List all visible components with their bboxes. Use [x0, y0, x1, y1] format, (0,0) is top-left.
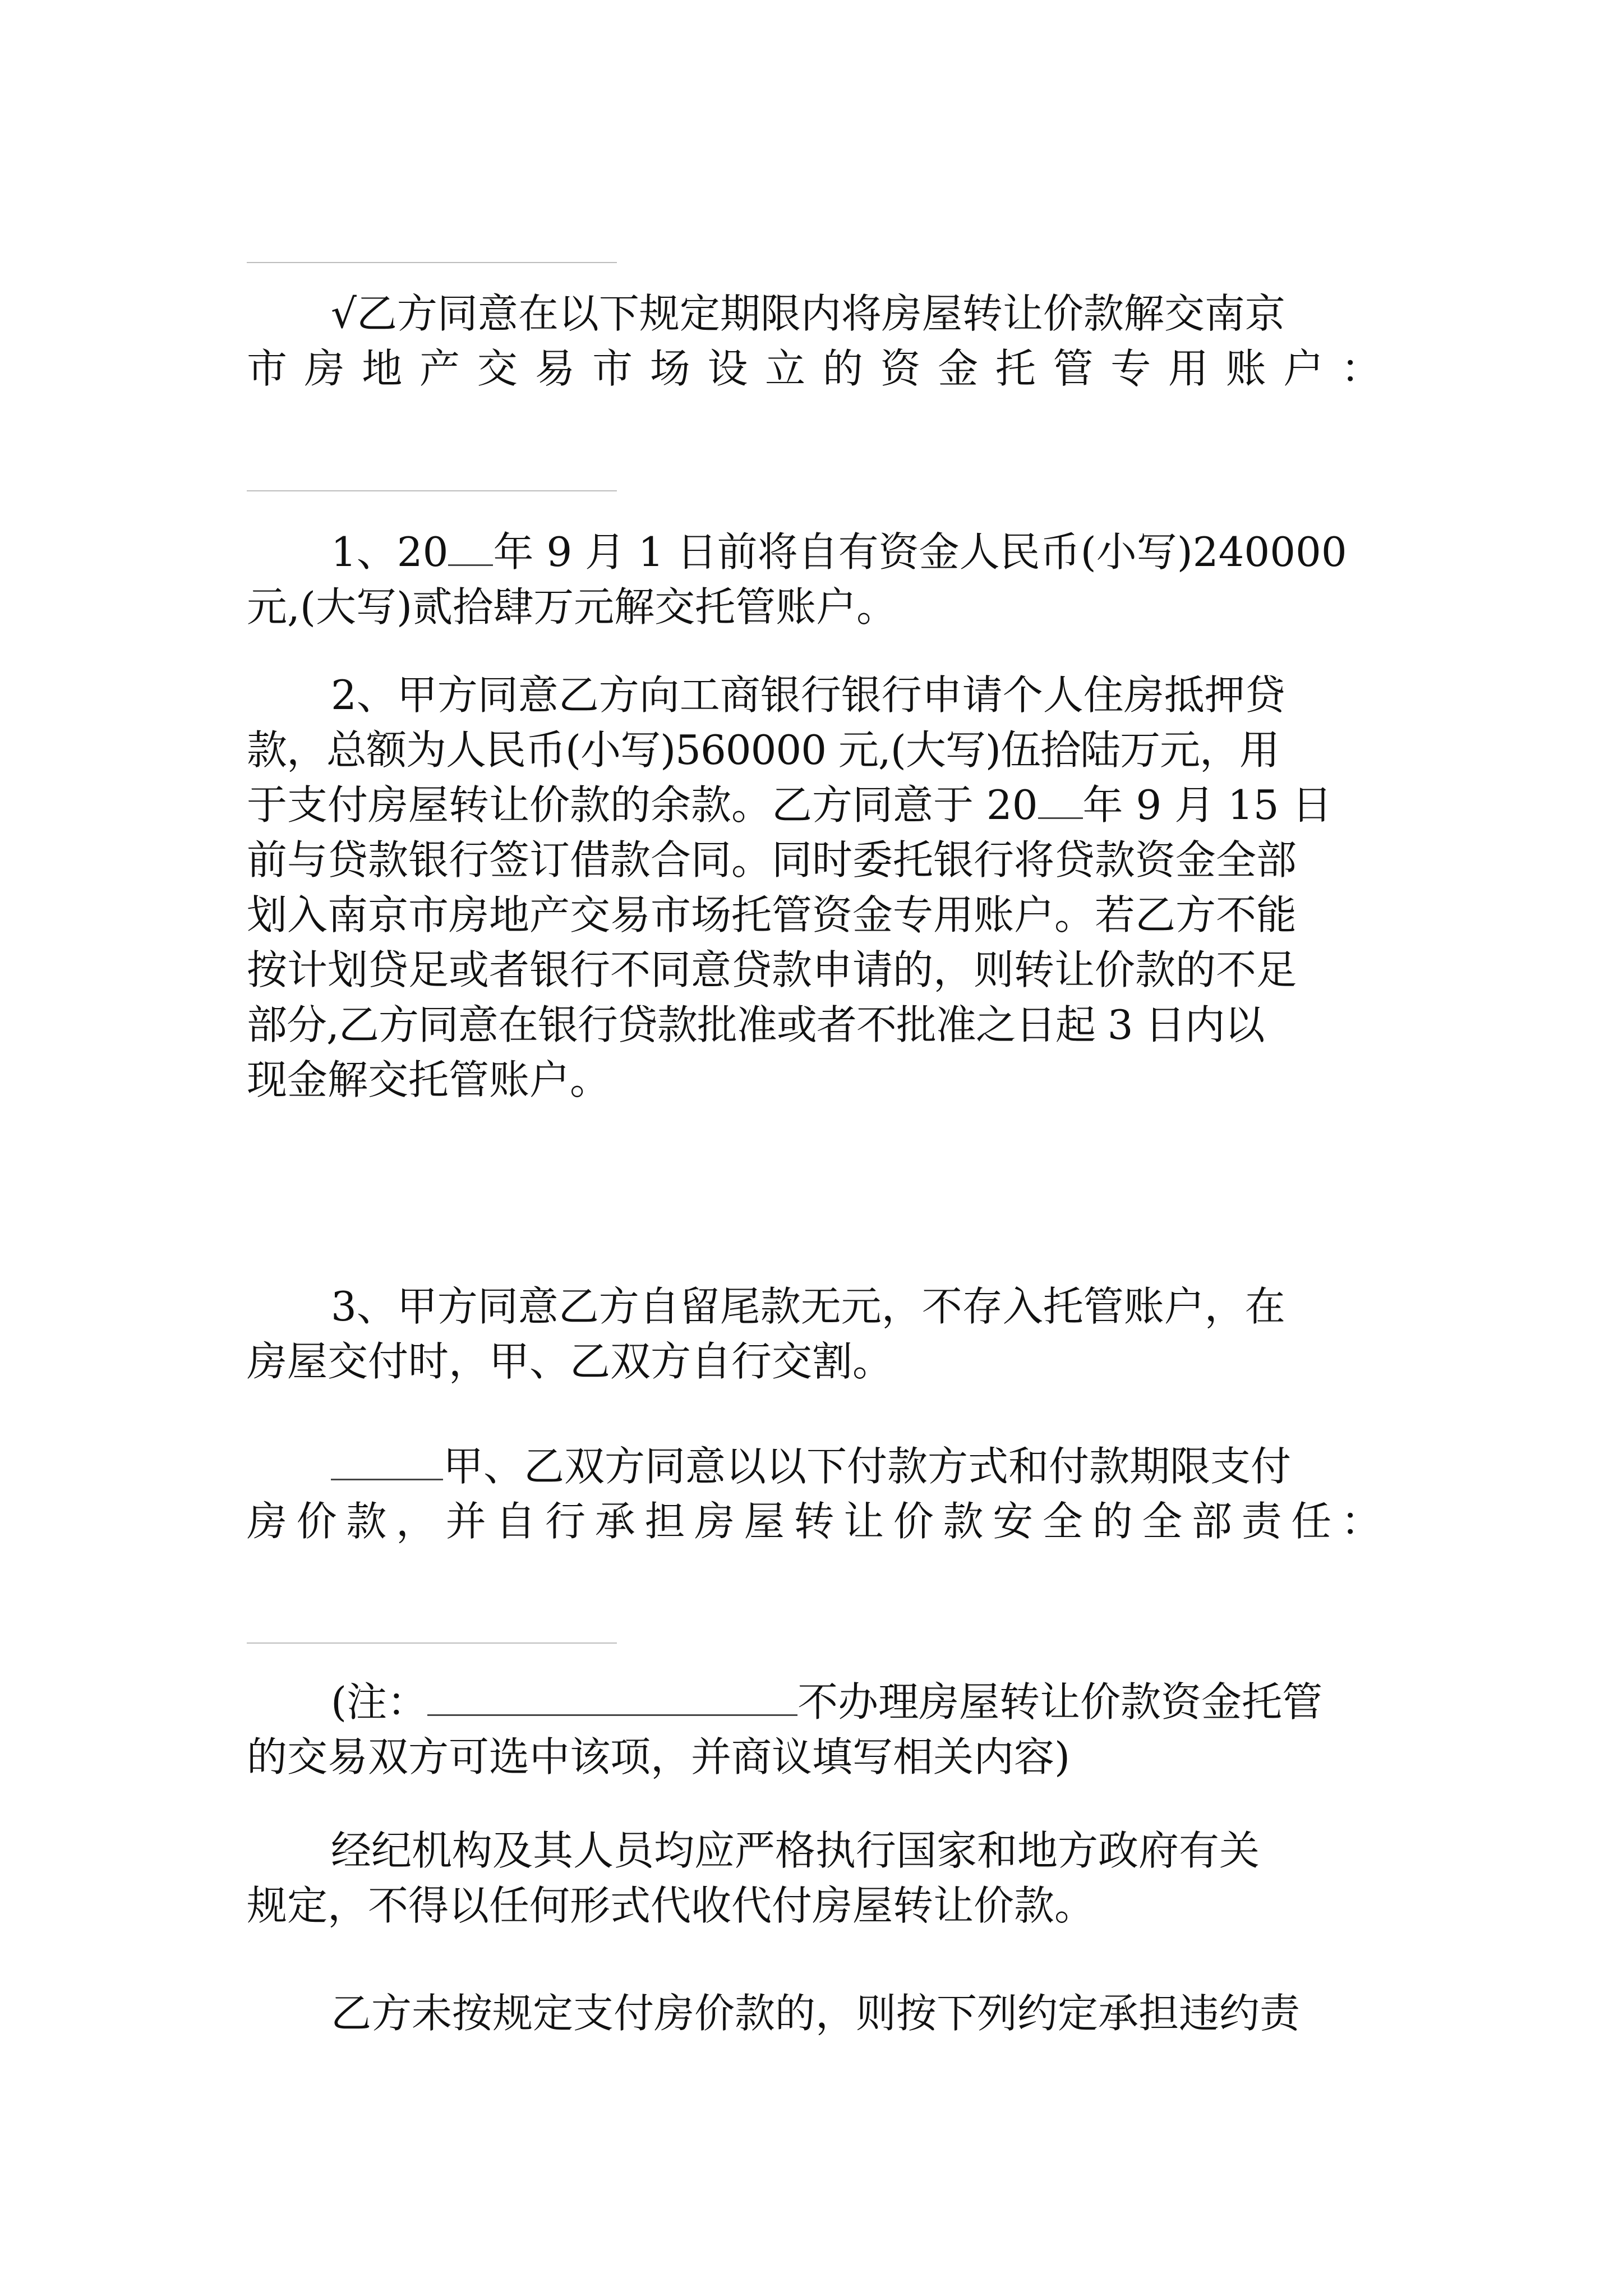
fill-blank	[427, 1681, 797, 1716]
separator-line	[247, 490, 617, 491]
paragraph-clause-2: 2、甲方同意乙方向工商银行银行申请个人住房抵押贷 款，总额为人民币(小写)560000 元,(大写)伍拾陆万元，用 于支付房屋转让价款的余款。乙方同意于 20 年 9 月 15 日 前与贷款银行签订借款合同。同时委托银行将贷款资金全部 划入南京市房地产交易市场托管资金专用账户。若乙方不能 按计划贷足或者银行不同意贷款申请的，则转让价款的不足 部分,乙方同意在银行贷款批准或者不批准之日起 3 日内以 现金解交托管账户。	[247, 671, 1332, 1103]
fill-blank	[448, 531, 493, 566]
fill-blank	[1038, 784, 1083, 819]
paragraph-agency-rule: 经纪机构及其人员均应严格执行国家和地方政府有关 规定，不得以任何形式代收代付房屋转让价款。	[247, 1827, 1260, 1929]
separator-line	[247, 1642, 617, 1644]
separator-line	[247, 262, 617, 263]
paragraph-self-payment: 甲、乙双方同意以以下付款方式和付款期限支付 房价款，并自行承担房屋转让价款安全的全部责任：	[247, 1443, 1385, 1545]
paragraph-clause-1: 1、20 年 9 月 1 日前将自有资金人民币(小写)240000 元,(大写)贰拾肆万元解交托管账户。	[247, 528, 1347, 631]
paragraph-note: (注： 不办理房屋转让价款资金托管 的交易双方可选中该项，并商议填写相关内容)	[247, 1678, 1323, 1780]
paragraph-breach: 乙方未按规定支付房价款的，则按下列约定承担违约责	[331, 1990, 1301, 2037]
fill-blank	[331, 1445, 443, 1480]
paragraph-clause-3: 3、甲方同意乙方自留尾款无元，不存入托管账户，在 房屋交付时，甲、乙双方自行交割。	[247, 1283, 1285, 1385]
paragraph-escrow-agreement: √乙方同意在以下规定期限内将房屋转让价款解交南京 市房地产交易市场设立的资金托管专用账户：	[247, 290, 1385, 392]
